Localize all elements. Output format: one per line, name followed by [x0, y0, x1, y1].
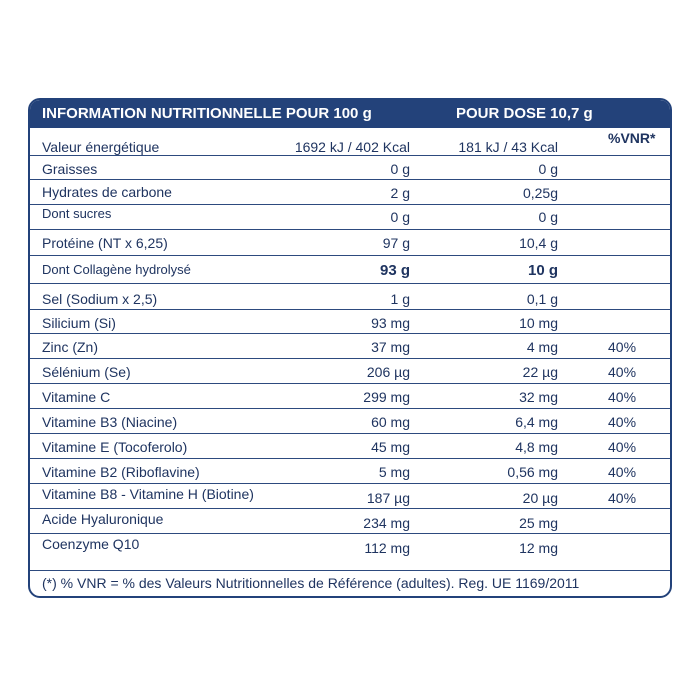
value-per-dose: 10 g	[527, 262, 558, 279]
value-per-100g: 206 µg	[366, 364, 410, 380]
table-row	[30, 509, 670, 534]
table-row	[30, 180, 670, 205]
value-per-100g: 0 g	[390, 209, 410, 225]
table-row	[30, 310, 670, 334]
nutrient-label: Valeur énergétique	[42, 139, 160, 155]
value-per-dose: 22 µg	[522, 364, 558, 380]
vnr-value: 40%	[608, 439, 637, 455]
value-per-dose: 6,4 mg	[515, 414, 558, 430]
table-row	[30, 384, 670, 409]
value-per-dose: 32 mg	[519, 389, 558, 405]
table-row	[30, 459, 670, 484]
table-footnote	[30, 570, 670, 596]
vnr-value: 40%	[608, 490, 637, 506]
table-row	[30, 409, 670, 434]
vnr-value: 40%	[608, 464, 637, 480]
nutrient-label: Graisses	[42, 161, 98, 177]
vnr-value: 40%	[608, 414, 637, 430]
table-row	[30, 205, 670, 230]
nutrient-label: Sel (Sodium x 2,5)	[42, 291, 158, 307]
value-per-dose: 12 mg	[519, 540, 558, 556]
value-per-dose: 25 mg	[519, 515, 558, 531]
value-per-100g: 60 mg	[371, 414, 410, 430]
nutrient-label: Vitamine B2 (Riboflavine)	[42, 464, 200, 480]
nutrient-label: Vitamine B8 - Vitamine H (Biotine)	[42, 486, 254, 502]
table-row	[30, 359, 670, 384]
value-per-100g: 1692 kJ / 402 Kcal	[294, 139, 410, 155]
table-header	[30, 100, 670, 128]
vnr-value: %VNR*	[608, 130, 656, 146]
nutrient-label: Dont Collagène hydrolysé	[42, 262, 191, 277]
nutrient-label: Coenzyme Q10	[42, 536, 140, 552]
value-per-100g: 1 g	[390, 291, 410, 307]
value-per-100g: 93 mg	[371, 315, 410, 331]
table-row	[30, 434, 670, 459]
nutrient-label: Zinc (Zn)	[42, 339, 98, 355]
value-per-dose: 181 kJ / 43 Kcal	[458, 139, 558, 155]
vnr-value: 40%	[608, 389, 637, 405]
header-title: INFORMATION NUTRITIONNELLE POUR 100 g	[42, 105, 372, 122]
nutrient-label: Silicium (Si)	[42, 315, 116, 331]
nutrition-table	[28, 98, 672, 598]
table-row	[30, 534, 670, 559]
table-row	[30, 284, 670, 310]
nutrient-label: Vitamine C	[42, 389, 111, 405]
value-per-dose: 4 mg	[526, 339, 558, 355]
table-row	[30, 484, 670, 509]
value-per-dose: 0 g	[538, 161, 558, 177]
nutrient-label: Hydrates de carbone	[42, 184, 172, 200]
nutrient-label: Protéine (NT x 6,25)	[42, 235, 168, 251]
footnote-text: (*) % VNR = % des Valeurs Nutritionnelles de Référence (adultes). Reg. UE 1169/2011	[42, 575, 580, 591]
table-row	[30, 334, 670, 359]
value-per-dose: 0,1 g	[526, 291, 558, 307]
value-per-dose: 0,56 mg	[507, 464, 558, 480]
value-per-100g: 234 mg	[363, 515, 410, 531]
value-per-dose: 10 mg	[519, 315, 558, 331]
value-per-dose: 10,4 g	[519, 235, 558, 251]
value-per-dose: 0,25g	[522, 185, 558, 201]
value-per-100g: 97 g	[382, 235, 410, 251]
value-per-dose: 0 g	[538, 209, 558, 225]
header-dose-title: POUR DOSE 10,7 g	[456, 105, 593, 122]
value-per-100g: 2 g	[390, 185, 410, 201]
table-row	[30, 230, 670, 256]
value-per-100g: 112 mg	[364, 540, 410, 556]
nutrient-label: Dont sucres	[42, 206, 112, 221]
value-per-100g: 5 mg	[378, 464, 410, 480]
table-row	[30, 256, 670, 284]
nutrient-label: Sélénium (Se)	[42, 364, 131, 380]
nutrient-label: Acide Hyaluronique	[42, 511, 164, 527]
value-per-100g: 0 g	[390, 161, 410, 177]
value-per-dose: 4,8 mg	[515, 439, 558, 455]
vnr-value: 40%	[608, 339, 637, 355]
value-per-100g: 187 µg	[366, 490, 410, 506]
table-row	[30, 156, 670, 180]
value-per-100g: 37 mg	[371, 339, 410, 355]
value-per-dose: 20 µg	[522, 490, 558, 506]
value-per-100g: 299 mg	[363, 389, 410, 405]
nutrient-label: Vitamine B3 (Niacine)	[42, 414, 178, 430]
value-per-100g: 93 g	[379, 262, 410, 279]
nutrient-label: Vitamine E (Tocoferolo)	[42, 439, 188, 455]
value-per-100g: 45 mg	[371, 439, 410, 455]
vnr-value: 40%	[608, 364, 637, 380]
table-row	[30, 128, 670, 156]
